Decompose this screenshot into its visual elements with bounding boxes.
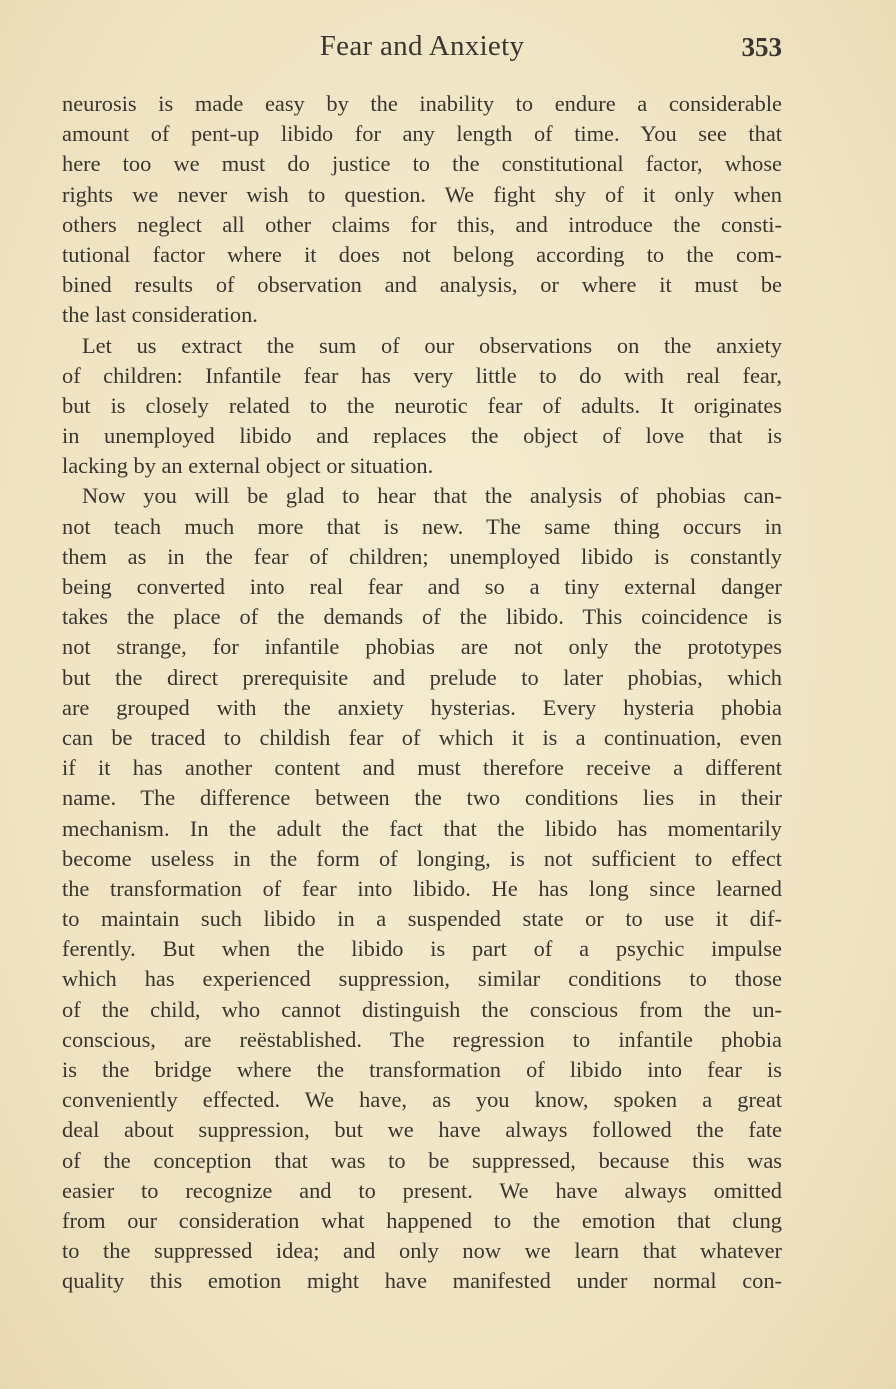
text-line: quality this emotion might have manifested under normal con- (62, 1268, 782, 1294)
text-line: but is closely related to the neurotic fear of adults. It originates (62, 392, 782, 418)
text-line: which has experienced suppression, similar conditions to those (62, 966, 782, 992)
text-line: others neglect all other claims for this, and introduce the consti- (62, 211, 782, 237)
text-line: the transformation of fear into libido. He has long since learned (62, 875, 782, 901)
paragraph-3 (62, 481, 782, 1296)
text-line: bined results of observation and analysis, or where it must be (62, 272, 782, 298)
text-line: Now you will be glad to hear that the analysis of phobias can- (82, 483, 782, 509)
text-line: of the conception that was to be suppressed, because this was (62, 1147, 782, 1173)
text-line: to the suppressed idea; and only now we learn that whatever (62, 1238, 782, 1264)
text-line: conveniently effected. We have, as you know, spoken a great (62, 1087, 782, 1113)
text-line: here too we must do justice to the constitutional factor, whose (62, 151, 782, 177)
text-line: conscious, are reëstablished. The regression to infantile phobia (62, 1026, 782, 1052)
text-line: takes the place of the demands of the libido. This coincidence is (62, 604, 782, 630)
text-line: from our consideration what happened to the emotion that clung (62, 1207, 782, 1233)
text-line: of children: Infantile fear has very little to do with real fear, (62, 362, 782, 388)
text-line: lacking by an external object or situation. (62, 453, 434, 479)
text-line: them as in the fear of children; unemployed libido is constantly (62, 543, 782, 569)
text-line: is the bridge where the transformation of libido into fear is (62, 1057, 782, 1082)
text-line: easier to recognize and to present. We have always omitted (62, 1177, 782, 1203)
text-line: are grouped with the anxiety hysterias. Every hysteria phobia (62, 694, 782, 720)
running-title: Fear and Anxiety (319, 30, 525, 62)
text-line: name. The difference between the two conditions lies in their (62, 785, 782, 811)
text-line: rights we never wish to question. We fight shy of it only when (62, 181, 782, 207)
text-line: but the direct prerequisite and prelude to later phobias, which (62, 664, 782, 690)
text-line: Let us extract the sum of our observations on the anxiety (82, 332, 782, 358)
body-text (62, 89, 782, 1297)
page-number: 353 (741, 32, 782, 62)
text-line: of the child, who cannot distinguish the conscious from the un- (62, 996, 782, 1022)
paragraph-1 (62, 89, 782, 331)
text-line: can be traced to childish fear of which it is a continuation, even (62, 724, 782, 750)
text-line: deal about suppression, but we have always followed the fate (62, 1117, 782, 1143)
text-line: ferently. But when the libido is part of a psychic impulse (62, 936, 782, 962)
text-line: not strange, for infantile phobias are not only the prototypes (62, 634, 782, 660)
text-line: mechanism. In the adult the fact that the libido has momentarily (62, 815, 782, 841)
text-line: neurosis is made easy by the inability to endure a considerable (62, 91, 782, 116)
text-line: to maintain such libido in a suspended state or to use it dif- (62, 906, 782, 932)
text-line: tutional factor where it does not belong according to the com- (62, 241, 782, 267)
text-line: the last consideration. (62, 302, 258, 328)
text-line: become useless in the form of longing, is not sufficient to effect (62, 845, 782, 871)
page-header (62, 30, 782, 74)
text-line: if it has another content and must therefore receive a different (62, 755, 782, 781)
text-line: being converted into real fear and so a tiny external danger (62, 574, 782, 599)
text-line: amount of pent-up libido for any length of time. You see that (62, 121, 782, 147)
text-line: in unemployed libido and replaces the object of love that is (62, 423, 782, 449)
text-line: not teach much more that is new. The same thing occurs in (62, 513, 782, 539)
paragraph-2 (62, 331, 782, 482)
